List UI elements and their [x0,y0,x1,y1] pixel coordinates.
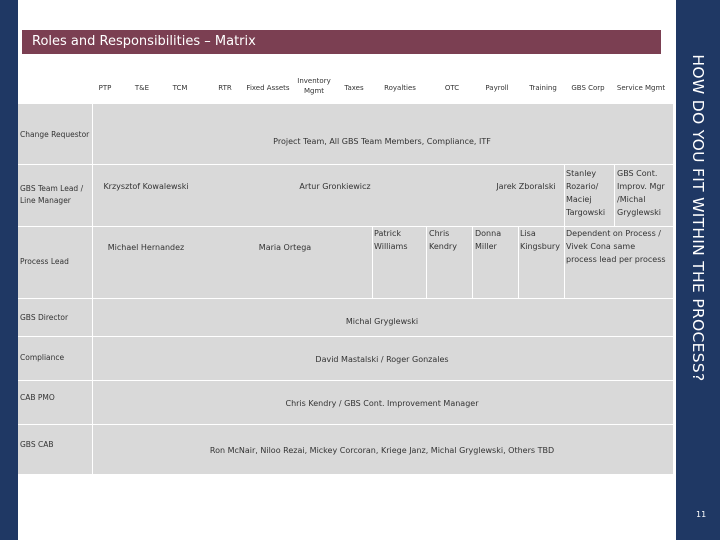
row-label-team-lead: GBS Team Lead / Line Manager [20,184,84,205]
cell-process-lead-g: Dependent on Process / Vivek Cona same process lead per process [566,229,666,264]
col-header-ptp: PTP [98,84,112,92]
column-divider [472,226,473,298]
column-divider [92,104,93,474]
cell-process-lead-f: Lisa Kingsbury [520,229,560,251]
column-divider [426,226,427,298]
cell-process-lead-a: Michael Hernandez [107,243,185,252]
column-divider [518,226,519,298]
cell-team-lead-d: Stanley Rozario/ Maciej Targowski [566,169,606,217]
col-header-training: Training [529,84,557,92]
col-header-taxes: Taxes [344,84,364,92]
column-divider [614,164,615,226]
col-header-tcm: TCM [172,84,188,92]
cell-process-lead-d: Chris Kendry [429,229,457,251]
cell-compliance: David Mastalski / Roger Gonzales [315,355,449,364]
col-header-inventory: Inventory Mgmt [297,77,331,95]
col-header-fixed-assets: Fixed Assets [246,84,290,92]
cell-team-lead-c: Jarek Zboralski [496,182,556,191]
row-label-process-lead: Process Lead [20,257,69,266]
row-label-compliance: Compliance [20,353,65,362]
row-divider [18,298,673,299]
side-title: HOW DO YOU FIT WITHIN THE PROCESS? [689,54,707,382]
row-label-director: GBS Director [20,313,69,322]
cell-process-lead-c: Patrick Williams [374,229,408,251]
col-header-royalties: Royalties [384,84,416,92]
page-title: Roles and Responsibilities – Matrix [32,34,256,49]
cell-cab-pmo: Chris Kendry / GBS Cont. Improvement Manager [285,399,479,408]
row-divider [18,380,673,381]
cell-change-requestor: Project Team, All GBS Team Members, Compliance, ITF [273,137,491,146]
cell-team-lead-a: Krzysztof Kowalewski [103,182,189,191]
title-bar [22,30,661,54]
row-label-cab-pmo: CAB PMO [20,393,55,402]
cell-process-lead-e: Donna Miller [475,229,502,251]
col-header-te: T&E [134,84,150,92]
column-divider [564,164,565,298]
col-header-payroll: Payroll [485,84,509,92]
col-header-gbs-corp: GBS Corp [571,84,605,92]
col-header-service-mgmt: Service Mgmt [616,84,666,92]
column-divider [372,226,373,298]
row-label-change-requestor: Change Requestor [20,130,90,139]
cell-process-lead-b: Maria Ortega [258,243,312,252]
cell-director: Michal Gryglewski [345,317,419,326]
cell-team-lead-e: GBS Cont. Improv. Mgr /Michal Gryglewski [617,169,665,217]
row-divider [18,336,673,337]
page-number: 11 [696,510,707,519]
left-frame [0,0,18,540]
row-band-change-requestor [18,104,673,164]
row-divider [18,164,673,165]
row-label-gbs-cab: GBS CAB [20,440,54,449]
col-header-rtr: RTR [218,84,232,92]
cell-gbs-cab: Ron McNair, Niloo Rezai, Mickey Corcoran, Kriege Janz, Michal Gryglewski, Others TBD [209,446,555,455]
col-header-otc: OTC [444,84,460,92]
row-divider [18,424,673,425]
cell-team-lead-b: Artur Gronkiewicz [299,182,371,191]
